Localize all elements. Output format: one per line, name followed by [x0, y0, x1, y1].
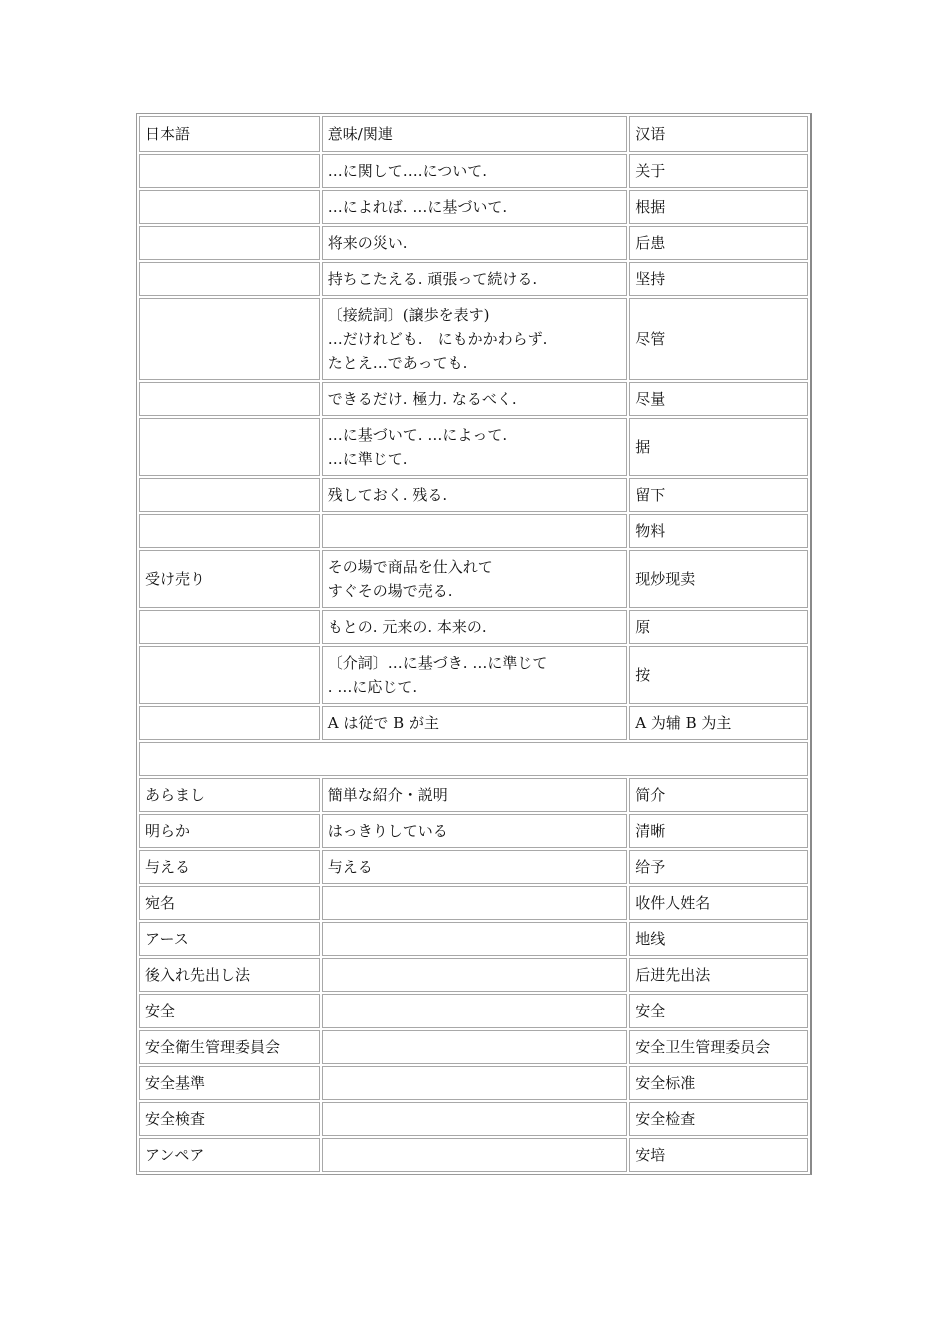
meaning-cell	[322, 514, 627, 548]
meaning-cell	[322, 994, 627, 1028]
table-row	[139, 514, 808, 548]
table-row	[139, 958, 808, 992]
chinese-term: 收件人姓名	[629, 886, 808, 920]
meaning-line: 持ちこたえる. 頑張って続ける.	[327, 270, 538, 288]
japanese-term: アンペア	[139, 1138, 320, 1172]
japanese-term: 後入れ先出し法	[139, 958, 320, 992]
chinese-term: 后进先出法	[629, 958, 808, 992]
chinese-term: 安全检查	[629, 1102, 808, 1136]
meaning-cell	[322, 226, 627, 260]
separator-row	[139, 742, 808, 776]
chinese-term: 尽管	[629, 298, 808, 380]
meaning-line: . …に応じて.	[327, 678, 418, 696]
table-row	[139, 778, 808, 812]
chinese-term: 简介	[629, 778, 808, 812]
vocabulary-grid	[137, 114, 810, 1174]
meaning-cell	[322, 382, 627, 416]
meaning-line: 〔接続詞〕(譲歩を表す)	[327, 306, 490, 324]
meaning-line: A は従で B が主	[327, 714, 439, 732]
table-row	[139, 1030, 808, 1064]
meaning-cell	[322, 418, 627, 476]
table-row	[139, 814, 808, 848]
meaning-cell	[322, 1102, 627, 1136]
chinese-term: 尽量	[629, 382, 808, 416]
meaning-cell	[322, 190, 627, 224]
chinese-term: 安全标准	[629, 1066, 808, 1100]
japanese-term	[139, 298, 320, 380]
meaning-line: …に基づいて. …によって.	[327, 426, 508, 444]
japanese-term: 与える	[139, 850, 320, 884]
separator-cell	[139, 742, 808, 776]
header-japanese: 日本語	[139, 116, 320, 152]
japanese-term: あらまし	[139, 778, 320, 812]
table-row	[139, 262, 808, 296]
japanese-term	[139, 382, 320, 416]
chinese-term: 原	[629, 610, 808, 644]
meaning-cell	[322, 646, 627, 704]
chinese-term: 按	[629, 646, 808, 704]
table-row	[139, 850, 808, 884]
japanese-term	[139, 154, 320, 188]
table-row	[139, 190, 808, 224]
meaning-line: その場で商品を仕入れて	[327, 558, 493, 576]
table-row	[139, 646, 808, 704]
chinese-term: 安全	[629, 994, 808, 1028]
vocabulary-table	[136, 113, 812, 1175]
japanese-term	[139, 706, 320, 740]
meaning-cell	[322, 1030, 627, 1064]
chinese-term: 留下	[629, 478, 808, 512]
meaning-cell	[322, 154, 627, 188]
table-row	[139, 1066, 808, 1100]
chinese-term: 根据	[629, 190, 808, 224]
meaning-cell	[322, 922, 627, 956]
meaning-line: …によれば. …に基づいて.	[327, 198, 508, 216]
meaning-line: もとの. 元来の. 本来の.	[327, 618, 487, 636]
japanese-term	[139, 610, 320, 644]
meaning-cell: はっきりしている	[322, 814, 627, 848]
table-row	[139, 550, 808, 608]
meaning-cell	[322, 262, 627, 296]
table-row	[139, 478, 808, 512]
japanese-term	[139, 646, 320, 704]
chinese-term: 安培	[629, 1138, 808, 1172]
meaning-cell: 与える	[322, 850, 627, 884]
meaning-line: …だけれども. にもかかわらず.	[327, 330, 548, 348]
table-row	[139, 154, 808, 188]
table-row	[139, 886, 808, 920]
table-row	[139, 418, 808, 476]
japanese-term: 安全基準	[139, 1066, 320, 1100]
japanese-term	[139, 514, 320, 548]
chinese-term: 坚持	[629, 262, 808, 296]
table-row	[139, 382, 808, 416]
japanese-term	[139, 190, 320, 224]
table-row	[139, 298, 808, 380]
table-row	[139, 706, 808, 740]
chinese-term: 安全卫生管理委员会	[629, 1030, 808, 1064]
japanese-term	[139, 262, 320, 296]
table-row	[139, 226, 808, 260]
meaning-line: 残しておく. 残る.	[327, 486, 448, 504]
chinese-term: 清晰	[629, 814, 808, 848]
meaning-line: できるだけ. 極力. なるべく.	[327, 390, 517, 408]
chinese-term: A 为辅 B 为主	[629, 706, 808, 740]
table-row	[139, 1138, 808, 1172]
table-row	[139, 994, 808, 1028]
meaning-cell	[322, 550, 627, 608]
japanese-term: 安全検査	[139, 1102, 320, 1136]
chinese-term: 给予	[629, 850, 808, 884]
meaning-line: 将来の災い.	[327, 234, 408, 252]
meaning-cell: 簡単な紹介・説明	[322, 778, 627, 812]
header-chinese: 汉语	[629, 116, 808, 152]
japanese-term: 安全衛生管理委員会	[139, 1030, 320, 1064]
header-row	[139, 116, 808, 152]
header-meaning: 意味/関連	[322, 116, 627, 152]
chinese-term: 关于	[629, 154, 808, 188]
japanese-term	[139, 418, 320, 476]
meaning-cell	[322, 958, 627, 992]
meaning-cell	[322, 610, 627, 644]
japanese-term: 明らか	[139, 814, 320, 848]
meaning-line: …に準じて.	[327, 450, 408, 468]
meaning-cell	[322, 478, 627, 512]
japanese-term: 安全	[139, 994, 320, 1028]
japanese-term	[139, 226, 320, 260]
japanese-term: 受け売り	[139, 550, 320, 608]
meaning-line: 〔介詞〕…に基づき. …に準じて	[327, 654, 548, 672]
meaning-line: たとえ…であっても.	[327, 354, 468, 372]
japanese-term	[139, 478, 320, 512]
meaning-cell	[322, 706, 627, 740]
meaning-line: すぐその場で売る.	[327, 582, 453, 600]
meaning-cell	[322, 1138, 627, 1172]
japanese-term: アース	[139, 922, 320, 956]
japanese-term: 宛名	[139, 886, 320, 920]
table-row	[139, 1102, 808, 1136]
meaning-cell	[322, 886, 627, 920]
table-row	[139, 922, 808, 956]
meaning-cell	[322, 1066, 627, 1100]
meaning-cell	[322, 298, 627, 380]
chinese-term: 据	[629, 418, 808, 476]
table-row	[139, 610, 808, 644]
chinese-term: 后患	[629, 226, 808, 260]
chinese-term: 地线	[629, 922, 808, 956]
chinese-term: 现炒现卖	[629, 550, 808, 608]
meaning-line: …に関して….について.	[327, 162, 488, 180]
chinese-term: 物料	[629, 514, 808, 548]
